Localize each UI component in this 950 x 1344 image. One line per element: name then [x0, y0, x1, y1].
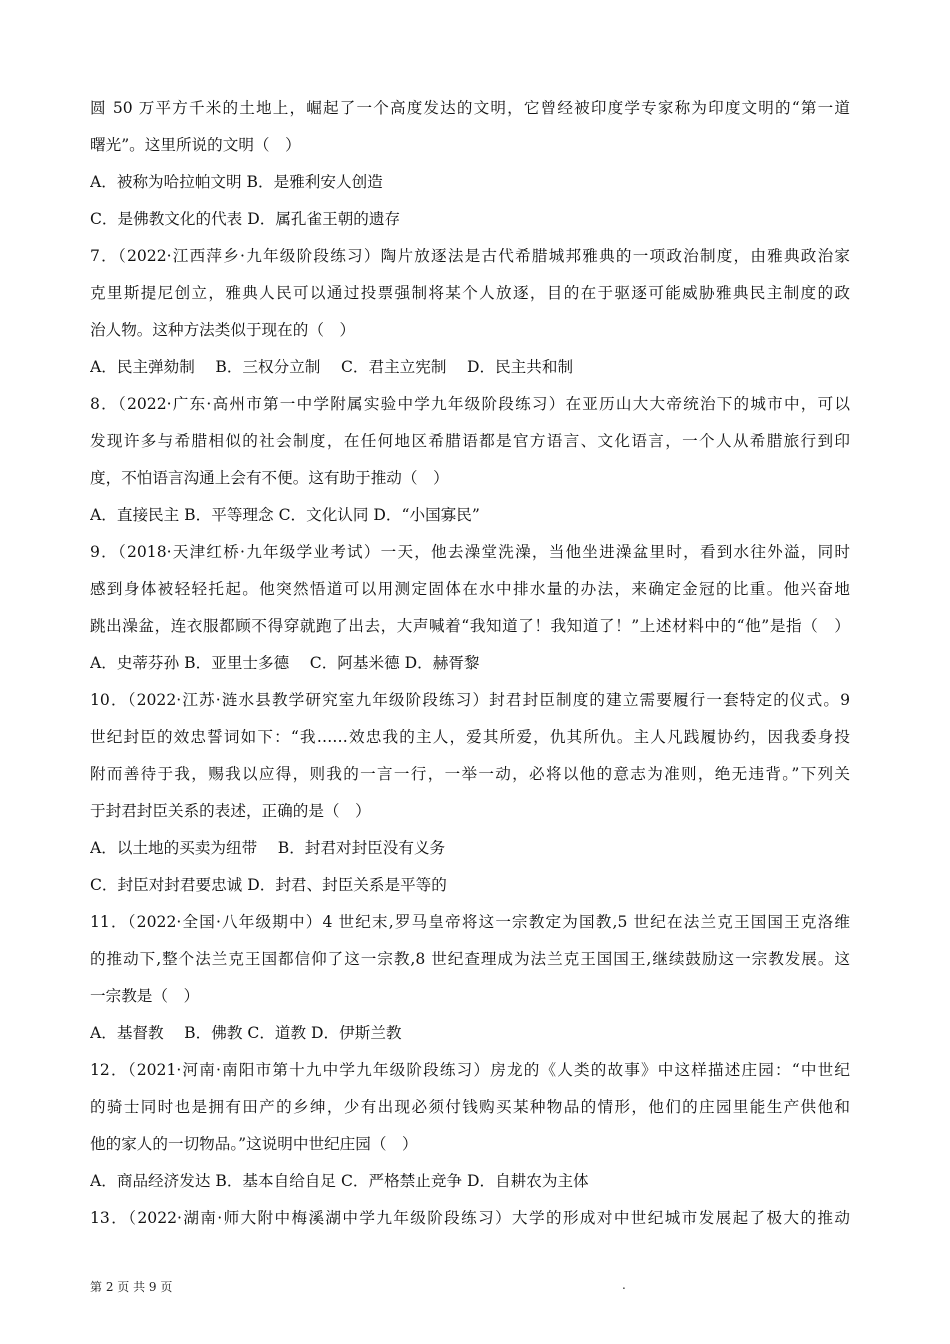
- text-line: 他的家人的一切物品。”这说明中世纪庄园（ ）: [90, 1135, 418, 1153]
- text-line: 于封君封臣关系的表述，正确的是（ ）: [90, 802, 371, 820]
- question-13: 13．（2022·湖南·师大附中梅溪湖中学九年级阶段练习）大学的形成对中世纪城市发展起了极大的推动: [90, 1209, 850, 1227]
- option-line: A．商品经济发达 B．基本自给自足 C．严格禁止竞争 D．自耕农为主体: [90, 1172, 589, 1190]
- question-7: 7．（2022·江西萍乡·九年级阶段练习）陶片放逐法是古代希腊城邦雅典的一项政治制度，由雅典政治家: [90, 247, 850, 265]
- question-12: 12．（2021·河南·南阳市第十九中学九年级阶段练习）房龙的《人类的故事》中这样描述庄园：“中世纪: [90, 1061, 850, 1079]
- document-body: [90, 90, 850, 1237]
- text-line: 附而善待于我，赐我以应得，则我的一言一行，一举一动，必将以他的意志为准则，绝无违背。”下列关: [90, 765, 850, 783]
- option-line: A．以土地的买卖为纽带 B．封君对封臣没有义务: [90, 839, 446, 857]
- question-10: 10．（2022·江苏·涟水县教学研究室九年级阶段练习）封君封臣制度的建立需要履行一套特定的仪式。9: [90, 691, 850, 709]
- text-line: 世纪封臣的效忠誓词如下：“我……效忠我的主人，爱其所爱，仇其所仇。主人凡践履协约，因我委身投: [90, 728, 850, 746]
- text-line: 克里斯提尼创立，雅典人民可以通过投票强制将某个人放逐，目的在于驱逐可能威胁雅典民主制度的政: [90, 284, 850, 302]
- text-line: 圆 50 万平方千米的土地上，崛起了一个高度发达的文明，它曾经被印度学专家称为印度文明的“第一道: [90, 99, 850, 117]
- question-8: 8．（2022·广东·高州市第一中学附属实验中学九年级阶段练习）在亚历山大大帝统治下的城市中，可以: [90, 395, 850, 413]
- page-number: 第 2 页 共 9 页: [90, 1280, 173, 1294]
- option-line: A．基督教 B．佛教 C．道教 D．伊斯兰教: [90, 1024, 402, 1042]
- text-line: 感到身体被轻轻托起。他突然悟道可以用测定固体在水中排水量的办法，来确定金冠的比重。他兴奋地: [90, 580, 850, 598]
- text-line: 的推动下,整个法兰克王国都信仰了这一宗教,8 世纪查理成为法兰克王国国王,继续鼓励这一宗教发展。这: [90, 950, 850, 968]
- text-line: 发现许多与希腊相似的社会制度，在任何地区希腊语都是官方语言、文化语言，一个人从希腊旅行到印: [90, 432, 850, 450]
- text-line: 跳出澡盆，连衣服都顾不得穿就跑了出去，大声喊着“我知道了！我知道了！”上述材料中的“他”是指（ ）: [90, 617, 850, 635]
- option-line: A．民主弹劾制 B．三权分立制 C．君主立宪制 D．民主共和制: [90, 358, 574, 376]
- question-11: 11．（2022·全国·八年级期中）4 世纪末,罗马皇帝将这一宗教定为国教,5 世纪在法兰克王国国王克洛维: [90, 913, 850, 931]
- option-line: A．史蒂芬孙 B．亚里士多德 C．阿基米德 D．赫胥黎: [90, 654, 480, 672]
- footer-dot: .: [622, 1278, 626, 1292]
- option-line: A．直接民主 B．平等理念 C．文化认同 D．“小国寡民”: [90, 506, 480, 524]
- text-line: 一宗教是（ ）: [90, 987, 200, 1005]
- option-line: C．封臣对封君要忠诚 D．封君、封臣关系是平等的: [90, 876, 447, 894]
- option-line: A．被称为哈拉帕文明 B．是雅利安人创造: [90, 173, 383, 191]
- text-line: 曙光”。这里所说的文明（ ）: [90, 136, 301, 154]
- text-line: 度，不怕语言沟通上会有不便。这有助于推动（ ）: [90, 469, 449, 487]
- question-9: 9．（2018·天津红桥·九年级学业考试）一天，他去澡堂洗澡，当他坐进澡盆里时，看到水往外溢，同时: [90, 543, 850, 561]
- option-line: C．是佛教文化的代表 D．属孔雀王朝的遗存: [90, 210, 401, 228]
- text-line: 的骑士同时也是拥有田产的乡绅，少有出现必须付钱购买某种物品的情形，他们的庄园里能生产供他和: [90, 1098, 850, 1116]
- text-line: 治人物。这种方法类似于现在的（ ）: [90, 321, 356, 339]
